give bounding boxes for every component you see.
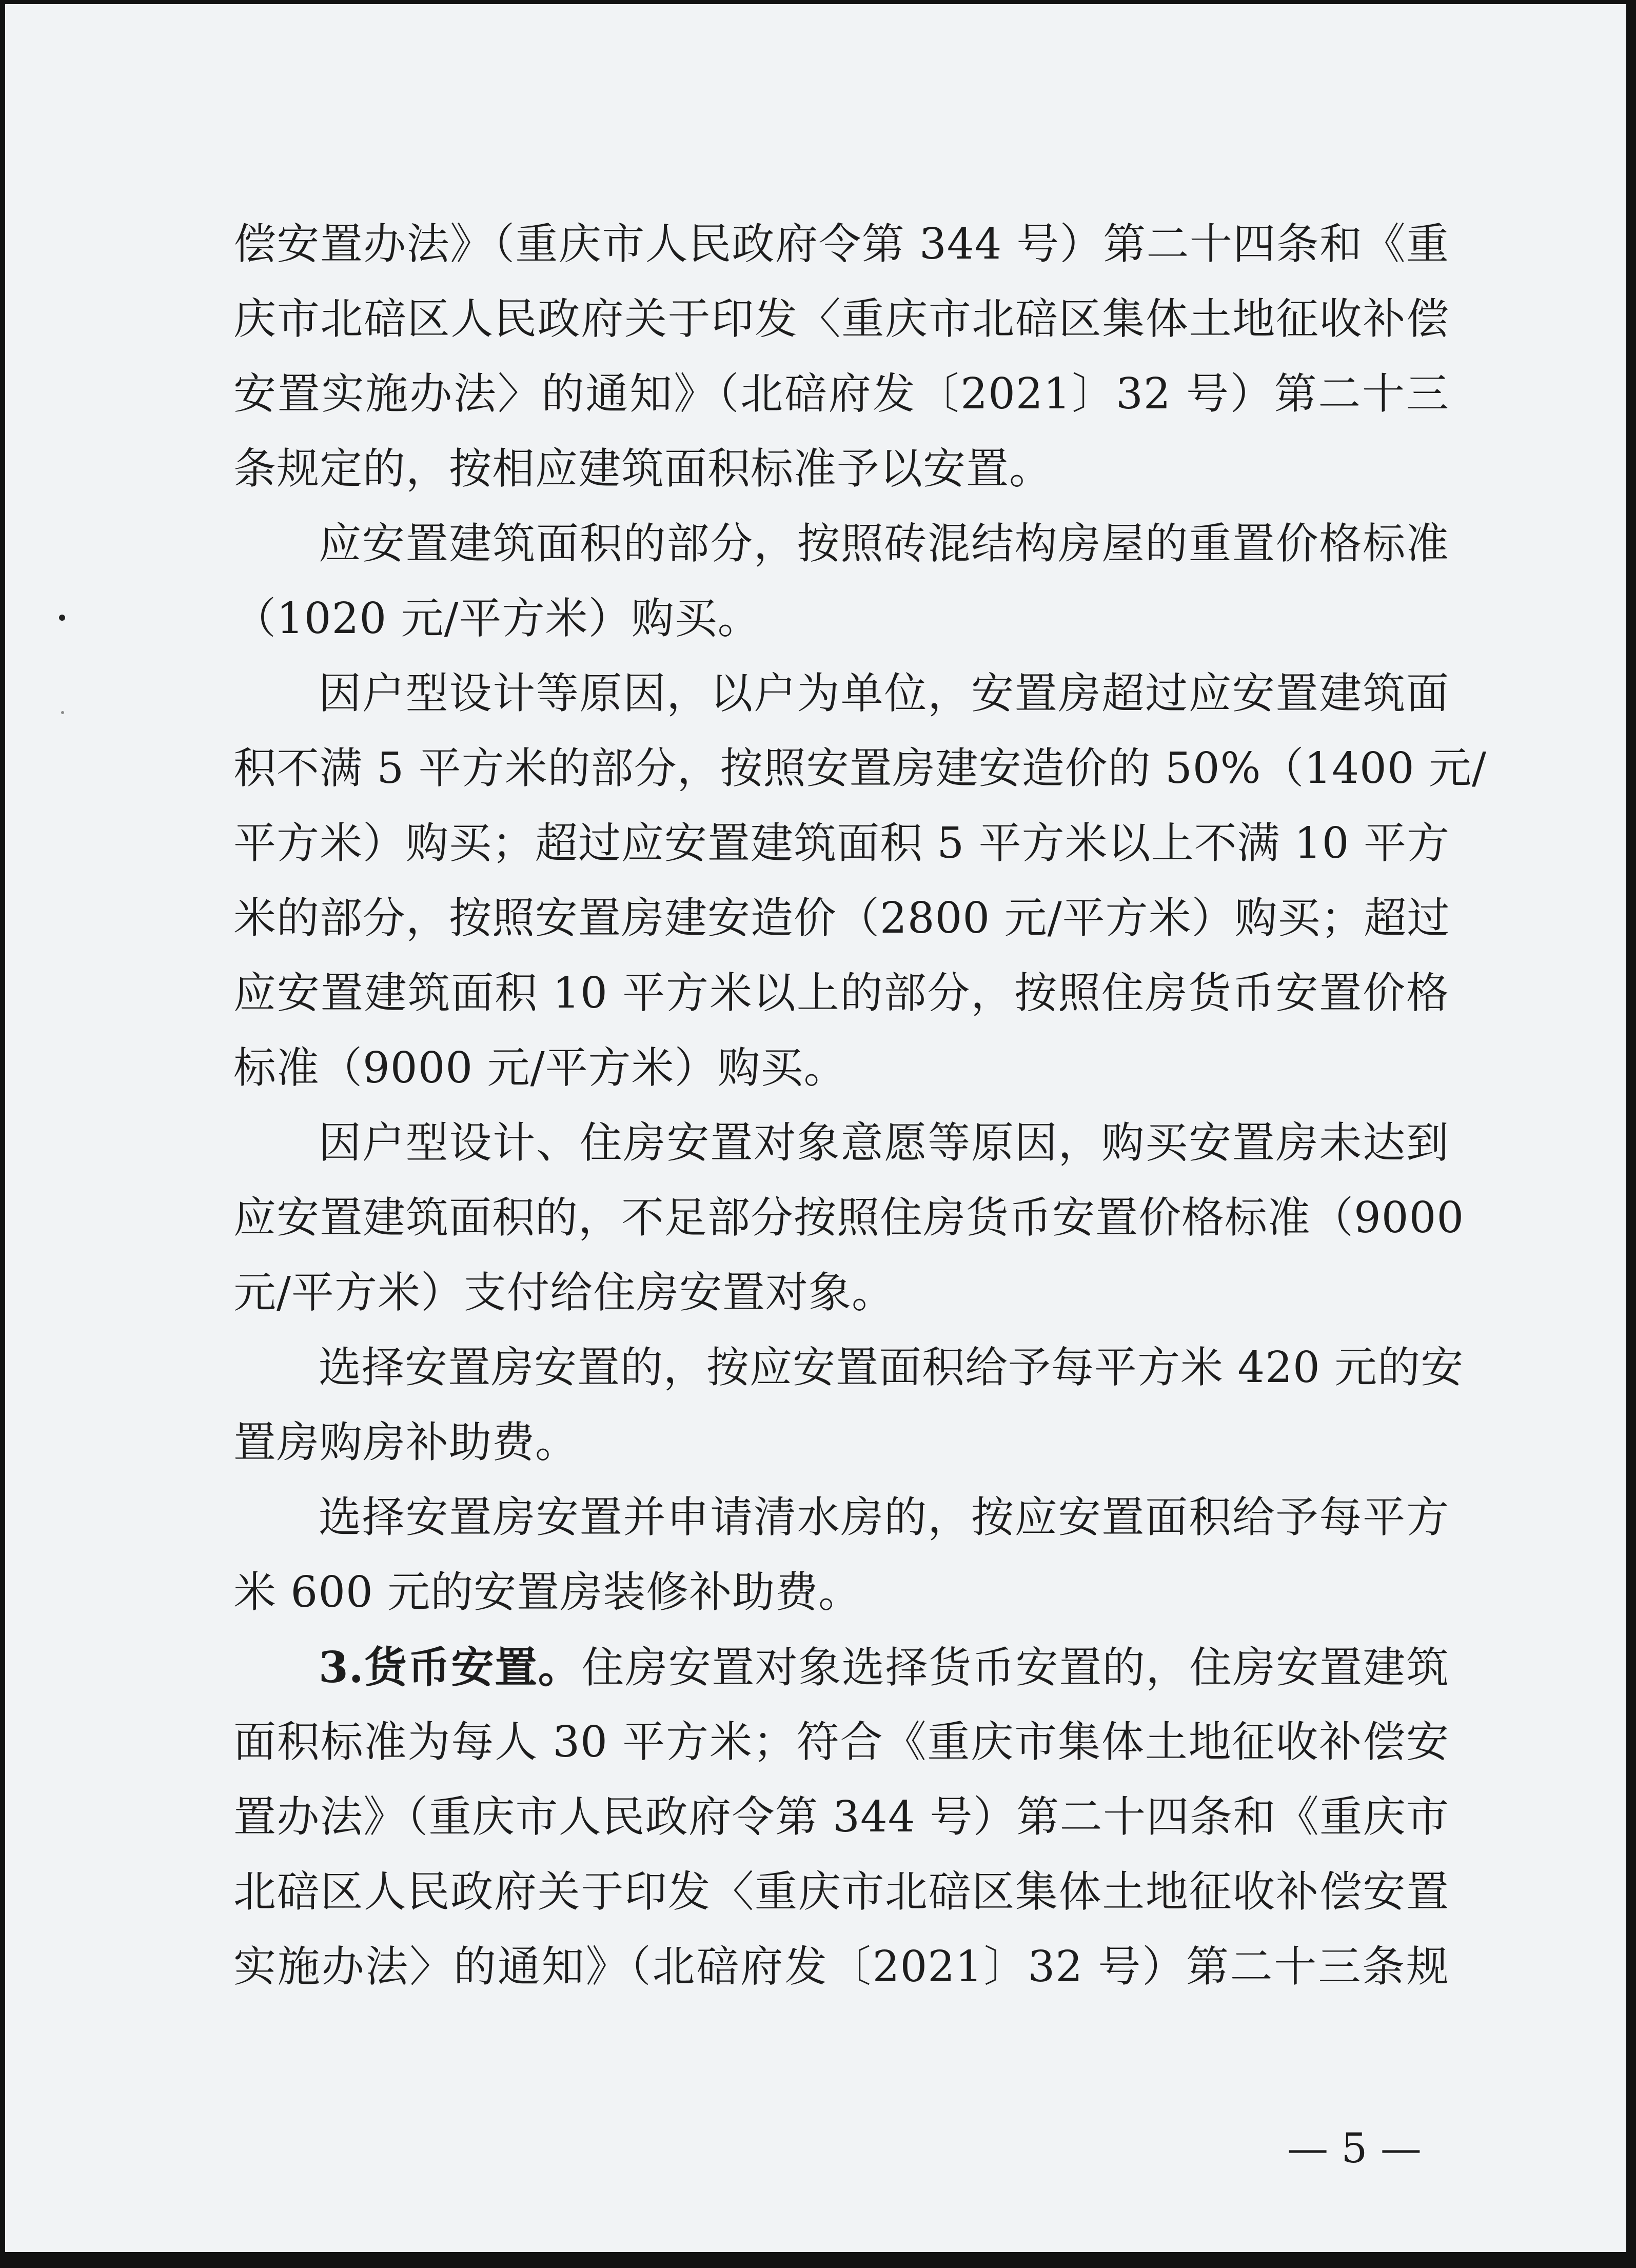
paragraph <box>233 207 1449 506</box>
document-body <box>233 207 1487 2004</box>
text-line: 置办法》（重庆市人民政府令第 344 号）第二十四条和《重庆市 <box>233 1792 1449 1842</box>
text-line-content: 住房安置对象选择货币安置的，住房安置建筑 <box>581 1643 1450 1692</box>
text-line: 条规定的，按相应建筑面积标准予以安置。 <box>233 444 1052 494</box>
paragraph <box>233 1630 1449 2004</box>
paragraph <box>233 1330 1464 1480</box>
text-line: 因户型设计、住房安置对象意愿等原因，购买安置房未达到 <box>319 1118 1449 1168</box>
text-line <box>233 1630 1449 1705</box>
paragraph <box>233 1480 1449 1630</box>
text-line: 米 600 元的安置房装修补助费。 <box>233 1567 862 1617</box>
text-line: 平方米）购买；超过应安置建筑面积 5 平方米以上不满 10 平方 <box>233 818 1450 868</box>
text-line: 庆市北碚区人民政府关于印发〈重庆市北碚区集体土地征收补偿 <box>233 294 1449 344</box>
scan-speck <box>61 711 64 714</box>
paragraph <box>233 1106 1465 1330</box>
text-line: 应安置建筑面积 10 平方米以上的部分，按照住房货币安置价格 <box>233 968 1449 1018</box>
section-heading: 3.货币安置。 <box>319 1642 582 1692</box>
text-line: 偿安置办法》（重庆市人民政府令第 344 号）第二十四条和《重 <box>233 219 1449 269</box>
text-line: 元/平方米）支付给住房安置对象。 <box>233 1268 895 1317</box>
text-line: 选择安置房安置的，按应安置面积给予每平方米 420 元的安 <box>319 1343 1464 1392</box>
text-line: 标准（9000 元/平方米）购买。 <box>233 1043 847 1093</box>
scan-speck <box>59 615 65 621</box>
paragraph <box>233 506 1449 656</box>
text-line: 面积标准为每人 30 平方米；符合《重庆市集体土地征收补偿安 <box>233 1717 1449 1767</box>
page-number: — 5 — <box>1287 2124 1422 2172</box>
paragraph <box>233 656 1487 1106</box>
text-line: 实施办法〉的通知》（北碚府发〔2021〕32 号）第二十三条规 <box>233 1942 1449 1991</box>
text-line: （1020 元/平方米）购买。 <box>233 594 761 643</box>
text-line: 置房购房补助费。 <box>233 1417 578 1467</box>
text-line: 应安置建筑面积的，不足部分按照住房货币安置价格标准（9000 <box>233 1193 1465 1243</box>
text-line: 应安置建筑面积的部分，按照砖混结构房屋的重置价格标准 <box>319 519 1449 568</box>
text-line: 北碚区人民政府关于印发〈重庆市北碚区集体土地征收补偿安置 <box>233 1867 1449 1917</box>
document-page <box>5 4 1626 2252</box>
text-line: 选择安置房安置并申请清水房的，按应安置面积给予每平方 <box>319 1492 1449 1542</box>
text-line: 因户型设计等原因，以户为单位，安置房超过应安置建筑面 <box>319 668 1449 718</box>
text-line: 积不满 5 平方米的部分，按照安置房建安造价的 50%（1400 元/ <box>233 743 1487 793</box>
text-line: 米的部分，按照安置房建安造价（2800 元/平方米）购买；超过 <box>233 893 1450 943</box>
text-line: 安置实施办法〉的通知》（北碚府发〔2021〕32 号）第二十三 <box>233 369 1449 419</box>
